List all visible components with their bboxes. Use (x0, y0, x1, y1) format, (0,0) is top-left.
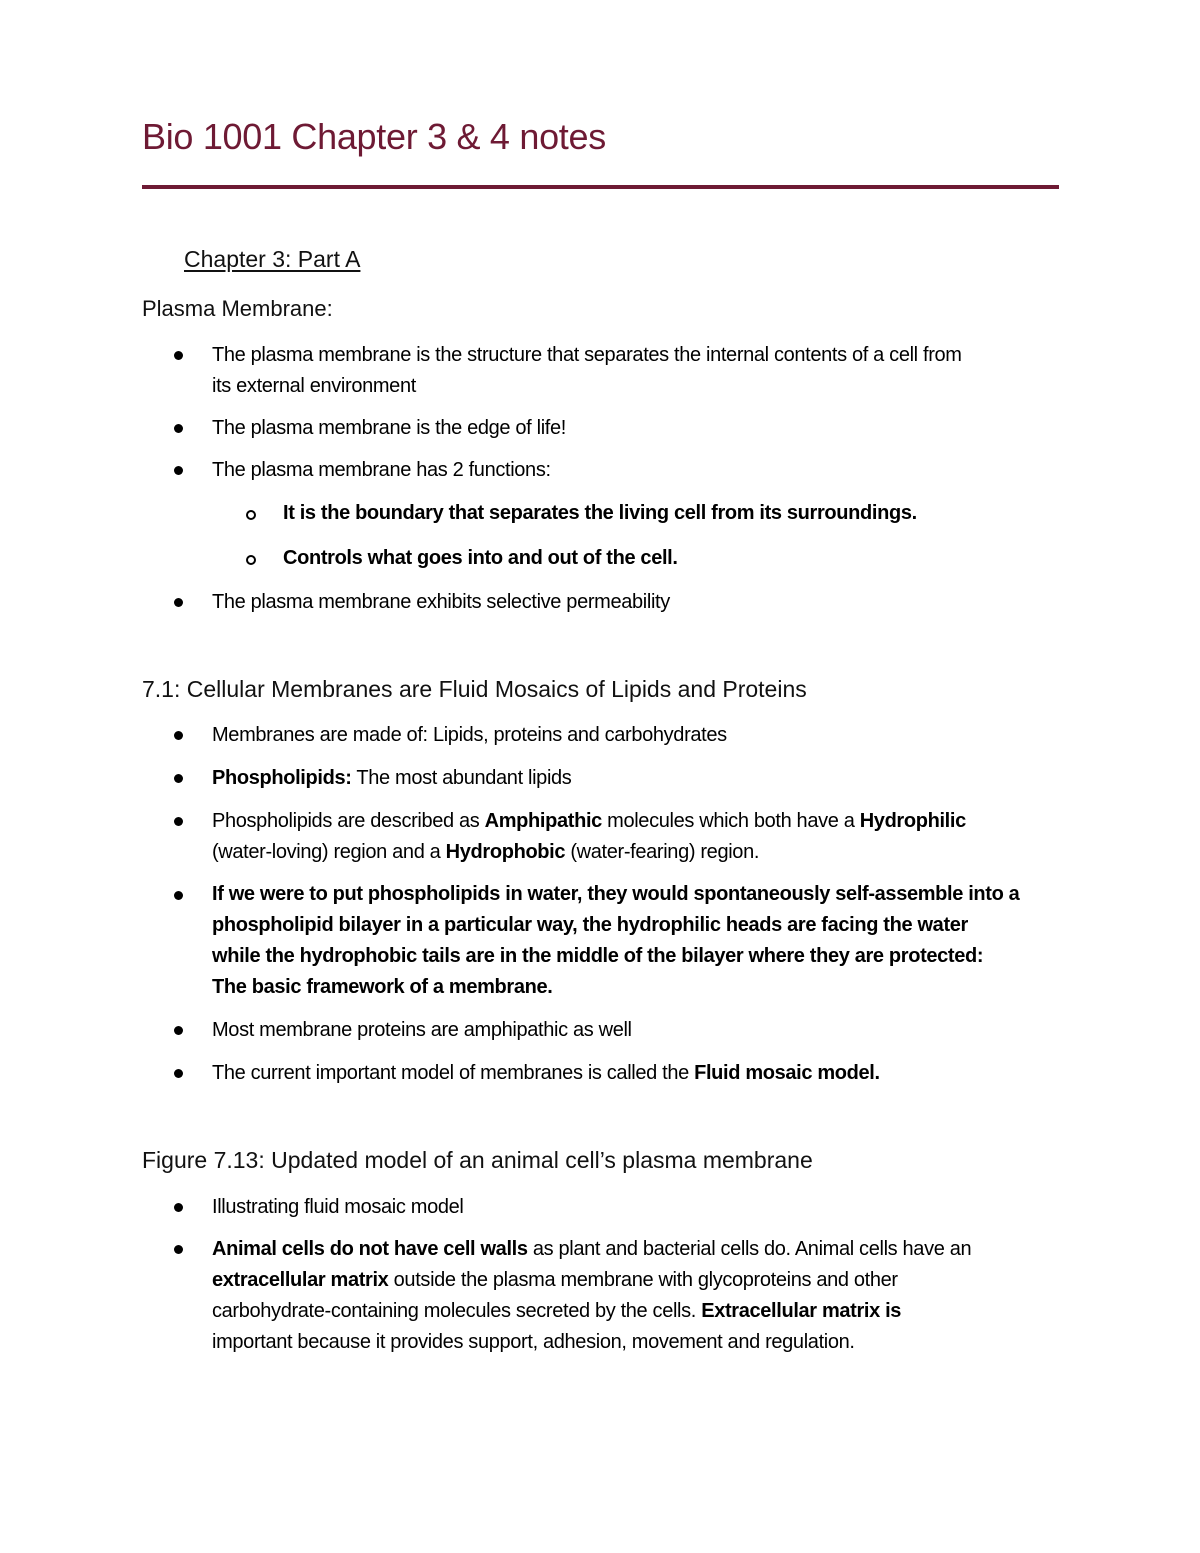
chapter-heading: Chapter 3: Part A (184, 246, 361, 272)
list-item (212, 720, 1062, 751)
term-bold: extracellular matrix (212, 1269, 389, 1291)
list-item (212, 806, 1062, 868)
title-rule (142, 185, 1059, 189)
sub-list-item (283, 543, 1063, 574)
list-item (212, 1058, 1062, 1089)
list-item-text: while the hydrophobic tails are in the middle of the bilayer where they are protected: (212, 945, 984, 967)
bullet-dot (174, 817, 183, 826)
list-item (212, 1192, 1062, 1223)
list-item-text: phospholipid bilayer in a particular way, the hydrophilic heads are facing the water (212, 914, 968, 936)
list-item-text: If we were to put phospholipids in water, they would spontaneously self-assemble into a (212, 883, 1020, 905)
term-bold: Animal cells do not have cell walls (212, 1238, 528, 1260)
term-bold: Extracellular matrix is (701, 1300, 902, 1322)
bullet-dot (174, 1245, 183, 1254)
list-item-text: molecules which both have a (601, 810, 860, 832)
bullet-dot (174, 1026, 183, 1035)
list-item-text: (water-fearing) region. (565, 841, 760, 863)
document-title: Bio 1001 Chapter 3 & 4 notes (142, 116, 606, 157)
plasma-membrane-heading: Plasma Membrane: (142, 296, 333, 321)
term-bold: Amphipathic (484, 810, 602, 832)
term-bold: Hydrophobic (445, 841, 566, 863)
list-item-text: carbohydrate-containing molecules secreted by the cells. (212, 1300, 702, 1322)
term-bold: Hydrophilic (859, 810, 966, 832)
list-item-text: The current important model of membranes is called the (212, 1062, 695, 1084)
list-item-text: Controls what goes into and out of the cell. (283, 547, 678, 569)
list-item-text: Membranes are made of: Lipids, proteins and carbohydrates (212, 724, 727, 746)
sub-bullet-circle (246, 510, 256, 520)
list-item (212, 413, 1062, 444)
list-item-text: Phospholipids are described as (212, 810, 485, 832)
term-bold: Phospholipids: (212, 767, 352, 789)
list-item-text: The plasma membrane is the edge of life! (212, 417, 566, 439)
list-item (212, 879, 1062, 1003)
list-item-text: outside the plasma membrane with glycoproteins and other (388, 1269, 898, 1291)
list-item-text: It is the boundary that separates the living cell from its surroundings. (283, 502, 917, 524)
bullet-dot (174, 598, 183, 607)
section-7-1-heading: 7.1: Cellular Membranes are Fluid Mosaics of Lipids and Proteins (142, 676, 807, 702)
bullet-dot (174, 466, 183, 475)
list-item-text: Most membrane proteins are amphipathic as well (212, 1019, 632, 1041)
list-item (212, 455, 1062, 486)
sub-bullet-circle (246, 555, 256, 565)
list-item-text: The plasma membrane is the structure that separates the internal contents of a cell from (212, 344, 962, 366)
list-item-text: The plasma membrane exhibits selective permeability (212, 591, 670, 613)
list-item-text: The basic framework of a membrane. (212, 976, 553, 998)
list-item (212, 1015, 1062, 1046)
list-item (212, 587, 1062, 618)
list-item-text: important because it provides support, adhesion, movement and regulation. (212, 1331, 855, 1353)
bullet-dot (174, 424, 183, 433)
list-item (212, 340, 1062, 402)
bullet-dot (174, 891, 183, 900)
bullet-dot (174, 351, 183, 360)
list-item (212, 763, 1062, 794)
list-item-text: The plasma membrane has 2 functions: (212, 459, 551, 481)
list-item-text: Illustrating fluid mosaic model (212, 1196, 464, 1218)
bullet-dot (174, 731, 183, 740)
list-item (212, 1234, 1062, 1358)
sub-list-item (283, 498, 1063, 529)
list-item-text: as plant and bacterial cells do. Animal cells have an (527, 1238, 972, 1260)
bullet-dot (174, 1203, 183, 1212)
term-bold: Fluid mosaic model. (694, 1062, 880, 1084)
figure-7-13-heading: Figure 7.13: Updated model of an animal cell’s plasma membrane (142, 1147, 813, 1173)
list-item-text: its external environment (212, 375, 416, 397)
list-item-text: (water-loving) region and a (212, 841, 446, 863)
list-item-text: The most abundant lipids (351, 767, 572, 789)
bullet-dot (174, 1069, 183, 1078)
bullet-dot (174, 774, 183, 783)
